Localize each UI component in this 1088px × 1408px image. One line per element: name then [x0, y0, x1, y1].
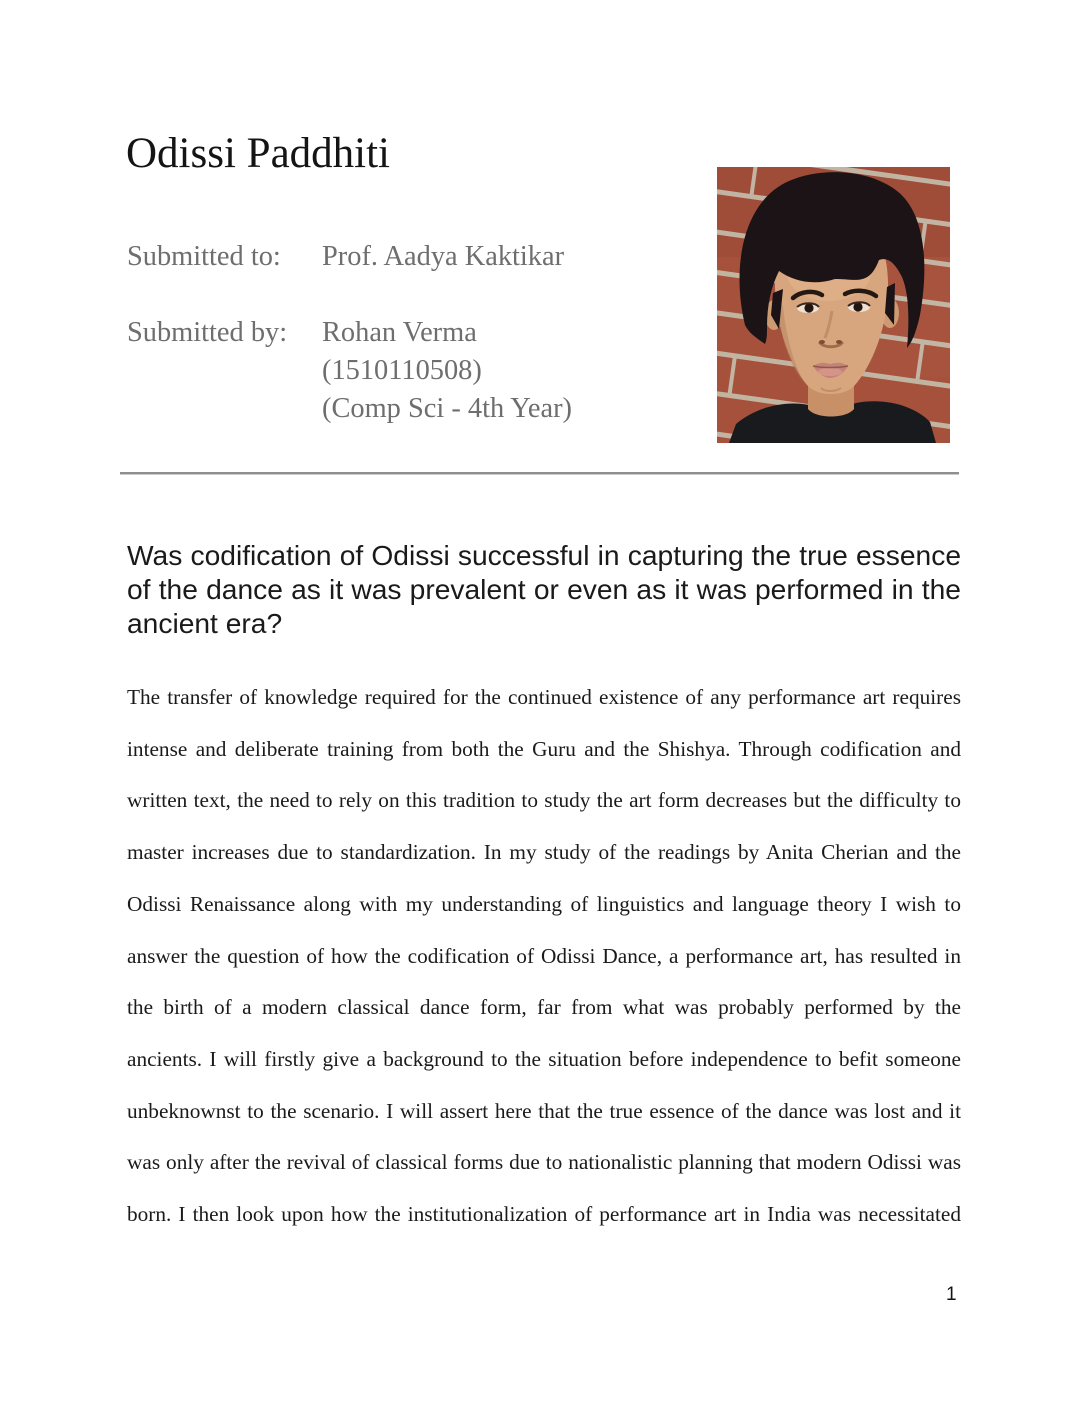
- submitted-to-row: [127, 238, 687, 276]
- submitted-by-label: Submitted by:: [127, 317, 288, 348]
- section-divider: [120, 472, 959, 475]
- submitted-to-label: Submitted to:: [127, 241, 281, 272]
- submitted-by-program: (Comp Sci - 4th Year): [322, 393, 572, 424]
- submitted-by-value: [322, 314, 687, 428]
- portrait-photo-graphic: [717, 167, 950, 443]
- submitted-to-value: Prof. Aadya Kaktikar: [322, 241, 565, 272]
- submitted-by-name: Rohan Verma: [322, 317, 477, 348]
- submission-info: [127, 238, 687, 428]
- page-title: Odissi Paddhiti: [126, 130, 391, 177]
- body-paragraph: The transfer of knowledge required for the continued existence of any performance art requires intense and deliberate training from both the Guru and the Shishya. Through codification and written text, the need to rely on this tradition to study the art form decreases but the difficulty to master increases due to standardization. In my study of the readings by Anita Cherian and the Odissi Renaissance along with my understanding of linguistics and language theory I wish to answer the question of how the codification of Odissi Dance, a performance art, has resulted in the birth of a modern classical dance form, far from what was probably performed by the ancients. I will firstly give a background to the situation before independence to befit someone unbeknownst to the scenario. I will assert here that the true essence of the dance was lost and it was only after the revival of classical forms due to nationalistic planning that modern Odissi was born. I then look upon how the institutionalization of performance art in India was necessitated: [127, 685, 961, 1227]
- submitted-by-row: [127, 314, 687, 428]
- question-heading: Was codification of Odissi successful in capturing the true essence of the dance as it was prevalent or even as it was performed in the ancient era?: [127, 539, 961, 639]
- portrait-photo: [717, 167, 950, 443]
- submitted-by-roll-number: (1510110508): [322, 355, 482, 386]
- page-number: 1: [946, 1284, 957, 1305]
